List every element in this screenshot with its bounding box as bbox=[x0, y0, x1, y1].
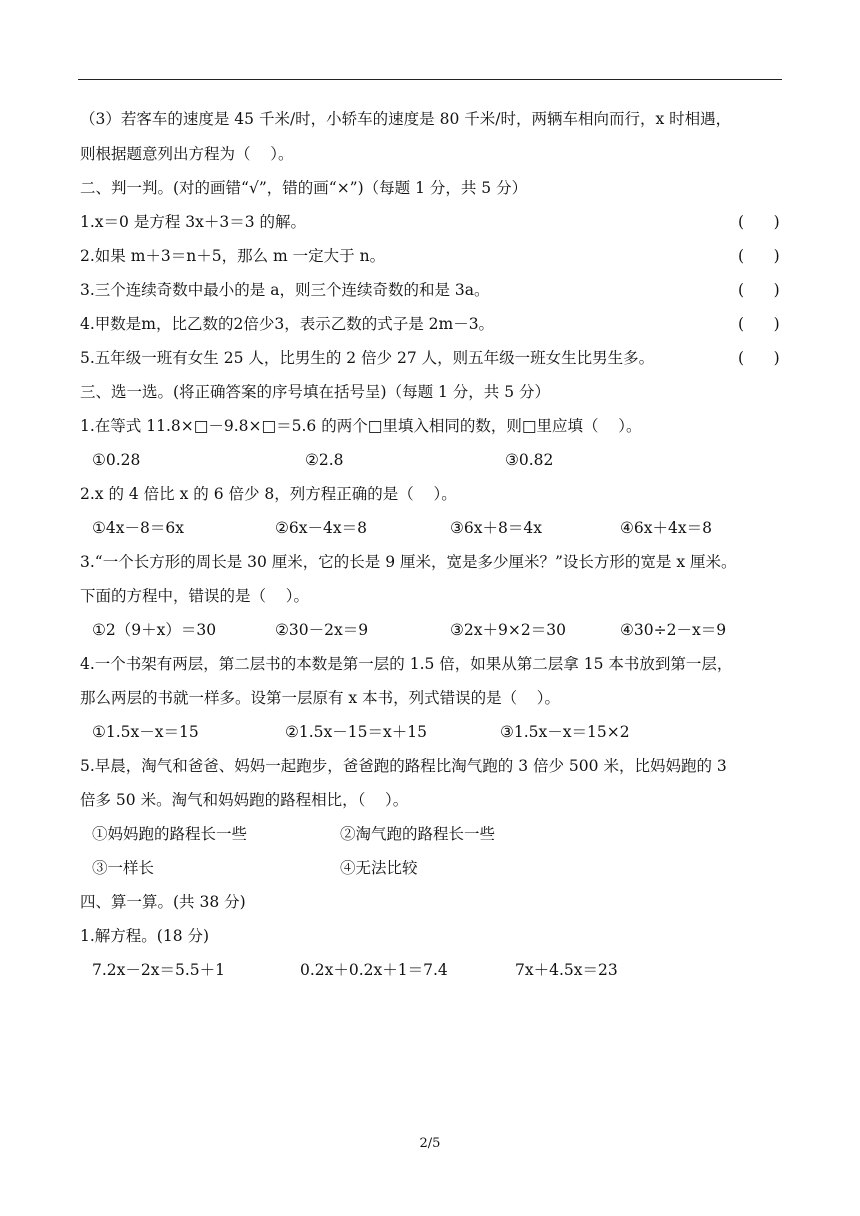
choice-q4-option-3: ③1.5x－x＝15×2 bbox=[500, 723, 630, 741]
judge-item-4: 4.甲数是m，比乙数的2倍少3，表示乙数的式子是 2m－3。 bbox=[80, 315, 495, 333]
choice-q5-option-1: ①妈妈跑的路程长一些 bbox=[92, 825, 248, 843]
q1-3-line2: 则根据题意列出方程为（ ）。 bbox=[80, 145, 294, 163]
choice-q3-option-3: ③2x＋9×2＝30 bbox=[450, 621, 566, 639]
choice-q5-option-2: ②淘气跑的路程长一些 bbox=[340, 825, 496, 843]
choice-q4-stem-line2: 那么两层的书就一样多。设第一层原有 x 本书，列式错误的是（ ）。 bbox=[80, 689, 561, 707]
choice-q2-option-1: ①4x－8＝6x bbox=[92, 519, 184, 537]
choice-q3-option-4: ④30÷2－x＝9 bbox=[620, 621, 727, 639]
choice-q3-option-2: ②30－2x＝9 bbox=[275, 621, 369, 639]
equation-2: 0.2x＋0.2x＋1＝7.4 bbox=[300, 961, 448, 979]
choice-q2-option-2: ②6x－4x＝8 bbox=[275, 519, 367, 537]
choice-q5-stem-line1: 5.早晨，淘气和爸爸、妈妈一起跑步，爸爸跑的路程比淘气跑的 3 倍少 500 米，比妈妈跑的 3 bbox=[80, 757, 727, 775]
choice-q3-stem-line1: 3.“一个长方形的周长是 30 厘米，它的长是 9 厘米，宽是多少厘米？”设长方形的宽是 x 厘米。 bbox=[80, 553, 737, 571]
choice-q5-option-3: ③一样长 bbox=[92, 859, 155, 877]
judge-item-1: 1.x＝0 是方程 3x＋3＝3 的解。 bbox=[80, 213, 306, 231]
choice-q4-option-2: ②1.5x－15＝x＋15 bbox=[285, 723, 427, 741]
answer-blank-1: ( ) bbox=[738, 213, 780, 231]
judge-item-3: 3.三个连续奇数中最小的是 a，则三个连续奇数的和是 3a。 bbox=[80, 281, 490, 299]
section2-heading: 二、判一判。(对的画错“√”，错的画“×”)（每题 1 分，共 5 分） bbox=[80, 179, 528, 197]
choice-q4-stem-line1: 4.一个书架有两层，第二层书的本数是第一层的 1.5 倍，如果从第二层拿 15 本书放到第一层， bbox=[80, 655, 733, 673]
section4-sub1: 1.解方程。(18 分) bbox=[80, 927, 210, 945]
answer-blank-5: ( ) bbox=[738, 349, 780, 367]
equation-1: 7.2x－2x＝5.5＋1 bbox=[92, 961, 226, 979]
choice-q2-option-4: ④6x＋4x＝8 bbox=[620, 519, 712, 537]
choice-q5-option-4: ④无法比较 bbox=[340, 859, 418, 877]
answer-blank-3: ( ) bbox=[738, 281, 780, 299]
answer-blank-4: ( ) bbox=[738, 315, 780, 333]
equation-3: 7x＋4.5x＝23 bbox=[515, 961, 618, 979]
section4-heading: 四、算一算。(共 38 分) bbox=[80, 893, 246, 911]
section3-heading: 三、选一选。(将正确答案的序号填在括号呈)（每题 1 分，共 5 分） bbox=[80, 383, 551, 401]
choice-q3-option-1: ①2（9＋x）＝30 bbox=[92, 621, 217, 639]
answer-blank-2: ( ) bbox=[738, 247, 780, 265]
choice-q1-option-3: ③0.82 bbox=[505, 451, 554, 469]
choice-q3-stem-line2: 下面的方程中，错误的是（ ）。 bbox=[80, 587, 309, 605]
choice-q1-stem: 1.在等式 11.8×□－9.8×□＝5.6 的两个□里填入相同的数，则□里应填（ ）。 bbox=[80, 417, 642, 435]
choice-q4-option-1: ①1.5x－x＝15 bbox=[92, 723, 199, 741]
choice-q2-stem: 2.x 的 4 倍比 x 的 6 倍少 8，列方程正确的是（ ）。 bbox=[80, 485, 457, 503]
page-number: 2/5 bbox=[419, 1136, 441, 1151]
header-rule bbox=[78, 79, 782, 80]
choice-q1-option-1: ①0.28 bbox=[92, 451, 141, 469]
judge-item-5: 5.五年级一班有女生 25 人，比男生的 2 倍少 27 人，则五年级一班女生比男生多。 bbox=[80, 349, 655, 367]
choice-q5-stem-line2: 倍多 50 米。淘气和妈妈跑的路程相比，（ ）。 bbox=[80, 791, 409, 809]
choice-q2-option-3: ③6x＋8＝4x bbox=[450, 519, 542, 537]
q1-3-line1: （3）若客车的速度是 45 千米/时，小轿车的速度是 80 千米/时，两辆车相向而行，x 时相遇， bbox=[80, 110, 732, 128]
judge-item-2: 2.如果 m＋3＝n＋5，那么 m 一定大于 n。 bbox=[80, 247, 386, 265]
choice-q1-option-2: ②2.8 bbox=[305, 451, 344, 469]
